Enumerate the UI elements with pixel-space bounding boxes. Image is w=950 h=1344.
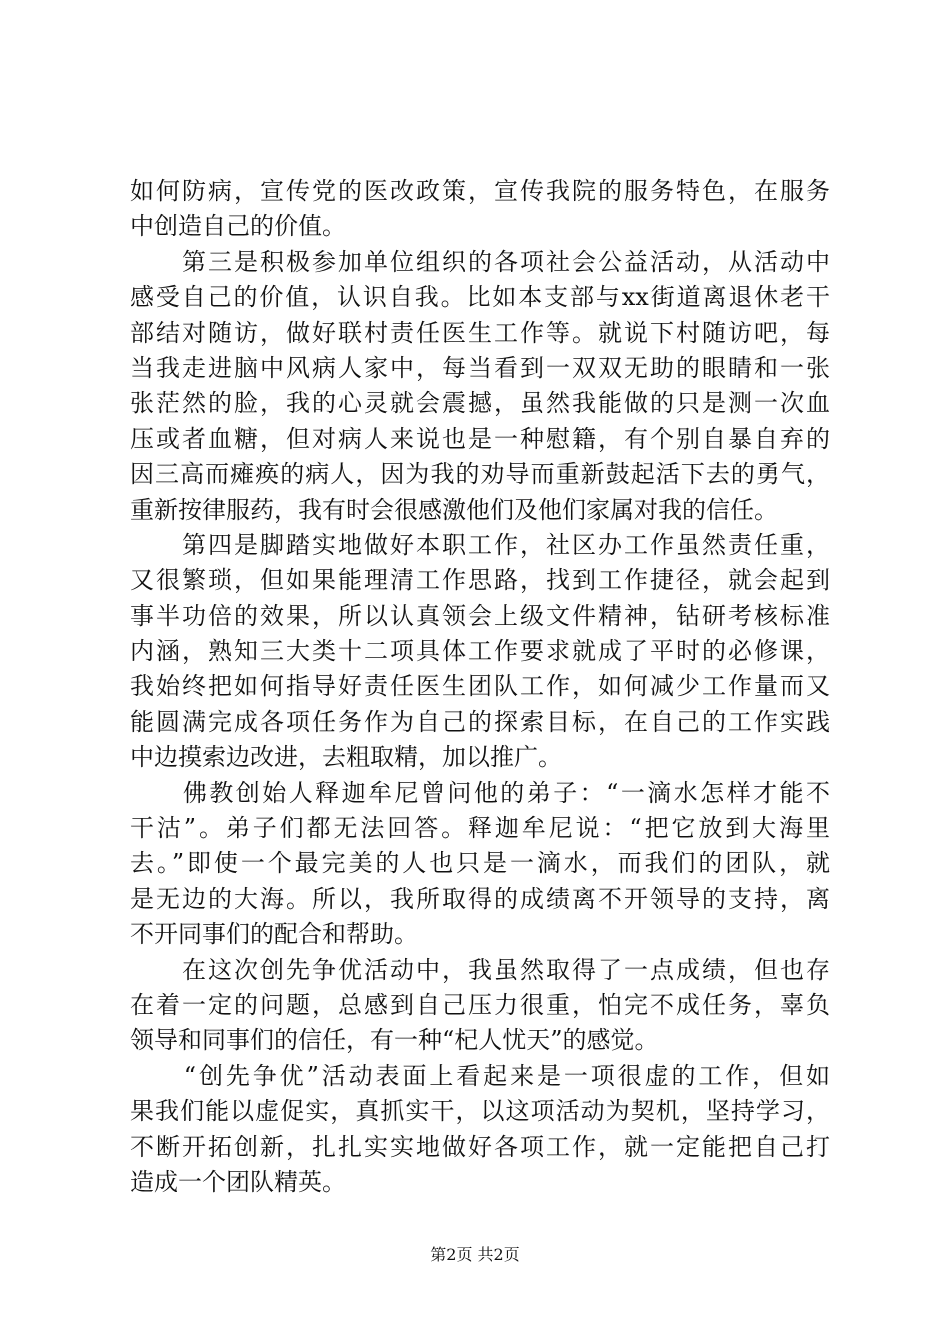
paragraph [130, 528, 830, 776]
text-line: 感受自己的价值，认识自我。比如本支部与xx街道离退休老干 [130, 283, 830, 312]
text-line: 在这次创先争优活动中，我虽然取得了一点成绩，但也存 [130, 955, 830, 984]
text-line: 干沽”。弟子们都无法回答。释迦牟尼说：“把它放到大海里 [130, 814, 830, 843]
text-line: 因三高而瘫痪的病人，因为我的劝导而重新鼓起活下去的勇气， [130, 460, 830, 489]
paragraph [130, 174, 830, 245]
text-line: 压或者血糖，但对病人来说也是一种慰籍，有个别自暴自弃的 [130, 424, 830, 453]
paragraph [130, 776, 830, 953]
text-line: 部结对随访，做好联村责任医生工作等。就说下村随访吧，每 [130, 318, 830, 347]
text-line: 中创造自己的价值。 [130, 212, 346, 241]
text-line: 如何防病，宣传党的医改政策，宣传我院的服务特色，在服务 [130, 177, 830, 205]
page-number-footer: 第2页 共2页 [430, 1245, 520, 1264]
text-line: 第四是脚踏实地做好本职工作，社区办工作虽然责任重， [130, 530, 830, 559]
text-line: 在着一定的问题，总感到自己压力很重，怕完不成任务，辜负 [130, 990, 830, 1019]
text-line: 能圆满完成各项任务作为自己的探索目标，在自己的工作实践 [130, 707, 830, 736]
text-line: 张茫然的脸，我的心灵就会震撼，虽然我能做的只是测一次血 [130, 389, 830, 418]
document-body [130, 174, 830, 1200]
text-line: 造成一个团队精英。 [130, 1167, 346, 1196]
text-line: 又很繁琐，但如果能理清工作思路，找到工作捷径，就会起到 [130, 566, 830, 595]
text-line: “创先争优”活动表面上看起来是一项很虚的工作，但如 [130, 1061, 830, 1090]
text-line: 领导和同事们的信任，有一种“杞人忧天”的感觉。 [130, 1026, 659, 1055]
text-line: 内涵，熟知三大类十二项具体工作要求就成了平时的必修课， [130, 637, 830, 666]
paragraph [130, 245, 830, 528]
text-line: 佛教创始人释迦牟尼曾问他的弟子：“一滴水怎样才能不 [130, 778, 830, 807]
paragraph [130, 1059, 830, 1201]
paragraph [130, 953, 830, 1059]
text-line: 我始终把如何指导好责任医生团队工作，如何减少工作量而又 [130, 672, 830, 701]
text-line: 当我走进脑中风病人家中，每当看到一双双无助的眼睛和一张 [130, 353, 830, 382]
text-line: 重新按律服药，我有时会很感激他们及他们家属对我的信任。 [130, 495, 778, 524]
text-line: 不断开拓创新，扎扎实实地做好各项工作，就一定能把自己打 [130, 1132, 830, 1161]
text-line: 不开同事们的配合和帮助。 [130, 920, 418, 949]
text-line: 去。”即使一个最完美的人也只是一滴水，而我们的团队，就 [130, 849, 830, 878]
text-line: 中边摸索边改进，去粗取精，加以推广。 [130, 743, 562, 772]
text-line: 事半功倍的效果，所以认真领会上级文件精神，钻研考核标准 [130, 601, 830, 630]
text-line: 果我们能以虚促实，真抓实干，以这项活动为契机，坚持学习， [130, 1097, 830, 1126]
text-line: 第三是积极参加单位组织的各项社会公益活动，从活动中 [130, 247, 830, 276]
text-line: 是无边的大海。所以，我所取得的成绩离不开领导的支持，离 [130, 884, 830, 913]
